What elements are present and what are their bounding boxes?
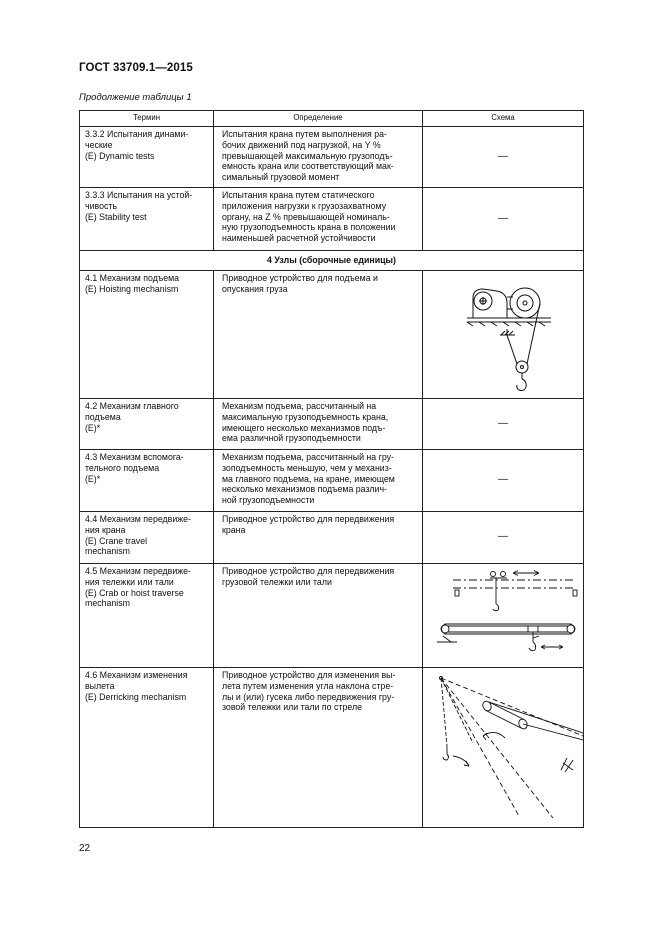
definition-cell: Приводное устройство для передвижения крана (214, 512, 423, 564)
term-cell: 4.3 Механизм вспомога- тельного подъема (E)* (80, 450, 214, 512)
column-header-definition: Определение (214, 111, 423, 127)
term-cell: 4.5 Механизм передвиже- ния тележки или тали (E) Crab or hoist traverse mechanism (80, 564, 214, 668)
term-cell: 4.2 Механизм главного подъема (E)* (80, 399, 214, 450)
definition-cell: Приводное устройство для подъема и опускания груза (214, 271, 423, 399)
table-continuation-caption: Продолжение таблицы 1 (79, 92, 192, 103)
table-row (80, 668, 584, 828)
definition-cell: Испытания крана путем выполнения ра- бочих движений под нагрузкой, на Y % превышающей максимальную грузоподъ- емность крана или соответствующий мак- симальный грузовой момент (214, 127, 423, 188)
terms-table (79, 110, 584, 828)
table-header-row (80, 111, 584, 127)
standard-header: ГОСТ 33709.1—2015 (79, 62, 193, 74)
table-row (80, 399, 584, 450)
hoisting-mechanism-diagram (423, 271, 584, 399)
section-row (80, 251, 584, 271)
table-row (80, 188, 584, 251)
table-row (80, 564, 584, 668)
column-header-term: Термин (80, 111, 214, 127)
schema-cell: — (423, 188, 584, 251)
table-row (80, 450, 584, 512)
term-cell: 3.3.2 Испытания динами- ческие (E) Dynamic tests (80, 127, 214, 188)
term-cell: 4.4 Механизм передвиже- ния крана (E) Crane travel mechanism (80, 512, 214, 564)
definition-cell: Приводное устройство для передвижения грузовой тележки или тали (214, 564, 423, 668)
derricking-mechanism-diagram (423, 668, 584, 828)
term-cell: 3.3.3 Испытания на устой- чивость (E) Stability test (80, 188, 214, 251)
schema-cell: — (423, 512, 584, 564)
page-number: 22 (79, 843, 91, 854)
definition-cell: Приводное устройство для изменения вы- лета путем изменения угла наклона стре- лы и (или) гусека либо передвижения гру- зовой тележки или тали по стреле (214, 668, 423, 828)
section-title: 4 Узлы (сборочные единицы) (80, 251, 584, 271)
table-row (80, 127, 584, 188)
term-cell: 4.1 Механизм подъема (E) Hoisting mechanism (80, 271, 214, 399)
schema-cell: — (423, 127, 584, 188)
column-header-schema: Схема (423, 111, 584, 127)
traverse-mechanism-diagram (423, 564, 584, 668)
table-row (80, 512, 584, 564)
hoist-schema-icon (423, 271, 583, 397)
traverse-schema-icon (423, 564, 583, 666)
derricking-schema-icon (423, 668, 583, 826)
definition-cell: Механизм подъема, рассчитанный на гру- зоподъемность меньшую, чем у механиз- ма главного подъема, на кране, имеющем несколько механизмов подъема различ- ной грузоподъемности (214, 450, 423, 512)
definition-cell: Испытания крана путем статического приложения нагрузки к грузозахватному органу, на Z % превышающей номиналь- ную грузоподъемность крана в положении наименьшей расчетной устойчивости (214, 188, 423, 251)
schema-cell: — (423, 399, 584, 450)
table-row (80, 271, 584, 399)
schema-cell: — (423, 450, 584, 512)
term-cell: 4.6 Механизм изменения вылета (E) Derricking mechanism (80, 668, 214, 828)
definition-cell: Механизм подъема, рассчитанный на максимальную грузоподъемность крана, имеющего несколько механизмов подъ- ема различной грузоподъемности (214, 399, 423, 450)
